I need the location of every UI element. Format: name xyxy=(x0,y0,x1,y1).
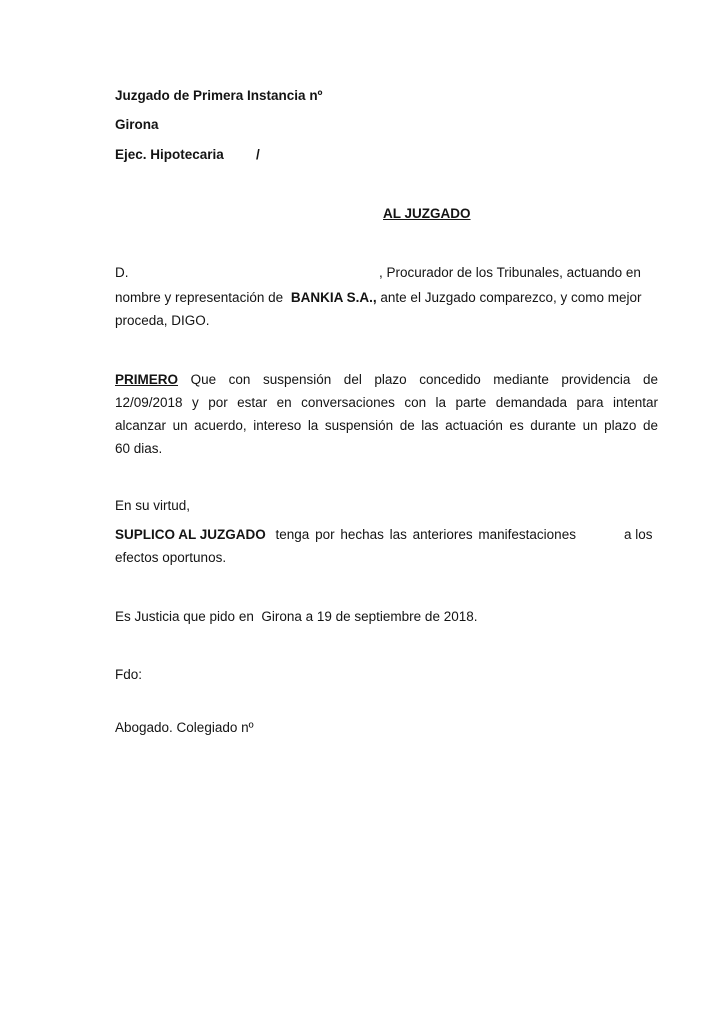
primero-row-2: 12/09/2018 y por estar en conversaciones con la parte demandada para intentar xyxy=(115,395,658,410)
intro-line2-pre: nombre y representación de xyxy=(115,290,284,305)
court-name: Juzgado de Primera Instancia nº xyxy=(115,88,323,103)
suplico-line1-rest: tenga por hechas las anteriores manifestaciones xyxy=(275,527,576,542)
primero-label: PRIMERO xyxy=(115,372,179,387)
signature-abogado: Abogado. Colegiado nº xyxy=(115,720,254,735)
addressee-heading: AL JUZGADO xyxy=(383,206,471,221)
court-city: Girona xyxy=(115,117,159,132)
intro-prefix: D. xyxy=(115,265,129,280)
client-name: BANKIA S.A., xyxy=(290,290,377,305)
primero-paragraph xyxy=(115,368,658,460)
primero-line1: Que con suspensión del plazo concedido mediante providencia de xyxy=(190,372,658,387)
signature-fdo: Fdo: xyxy=(115,667,143,682)
justicia-text: Es Justicia que pido en Girona a 19 de septiembre de 2018. xyxy=(115,609,478,624)
intro-line3: proceda, DIGO. xyxy=(115,313,210,328)
virtud-text: En su virtud, xyxy=(115,498,191,513)
intro-line2-post: ante el Juzgado comparezco, y como mejor xyxy=(380,290,642,305)
primero-row-1 xyxy=(115,368,658,391)
case-type: Ejec. Hipotecaria xyxy=(115,147,224,162)
primero-row-4: 60 dias. xyxy=(115,441,163,456)
suplico-line1-end: a los xyxy=(624,527,653,542)
suplico-label: SUPLICO AL JUZGADO xyxy=(115,527,266,542)
intro-line2 xyxy=(115,290,642,305)
intro-line1-rest: , Procurador de los Tribunales, actuando en xyxy=(379,265,641,280)
suplico-line2: efectos oportunos. xyxy=(115,550,227,565)
suplico-line1 xyxy=(115,527,576,542)
primero-row-3: alcanzar un acuerdo, intereso la suspensión de las actuación es durante un plazo de xyxy=(115,418,658,433)
case-number-separator: / xyxy=(256,147,260,162)
